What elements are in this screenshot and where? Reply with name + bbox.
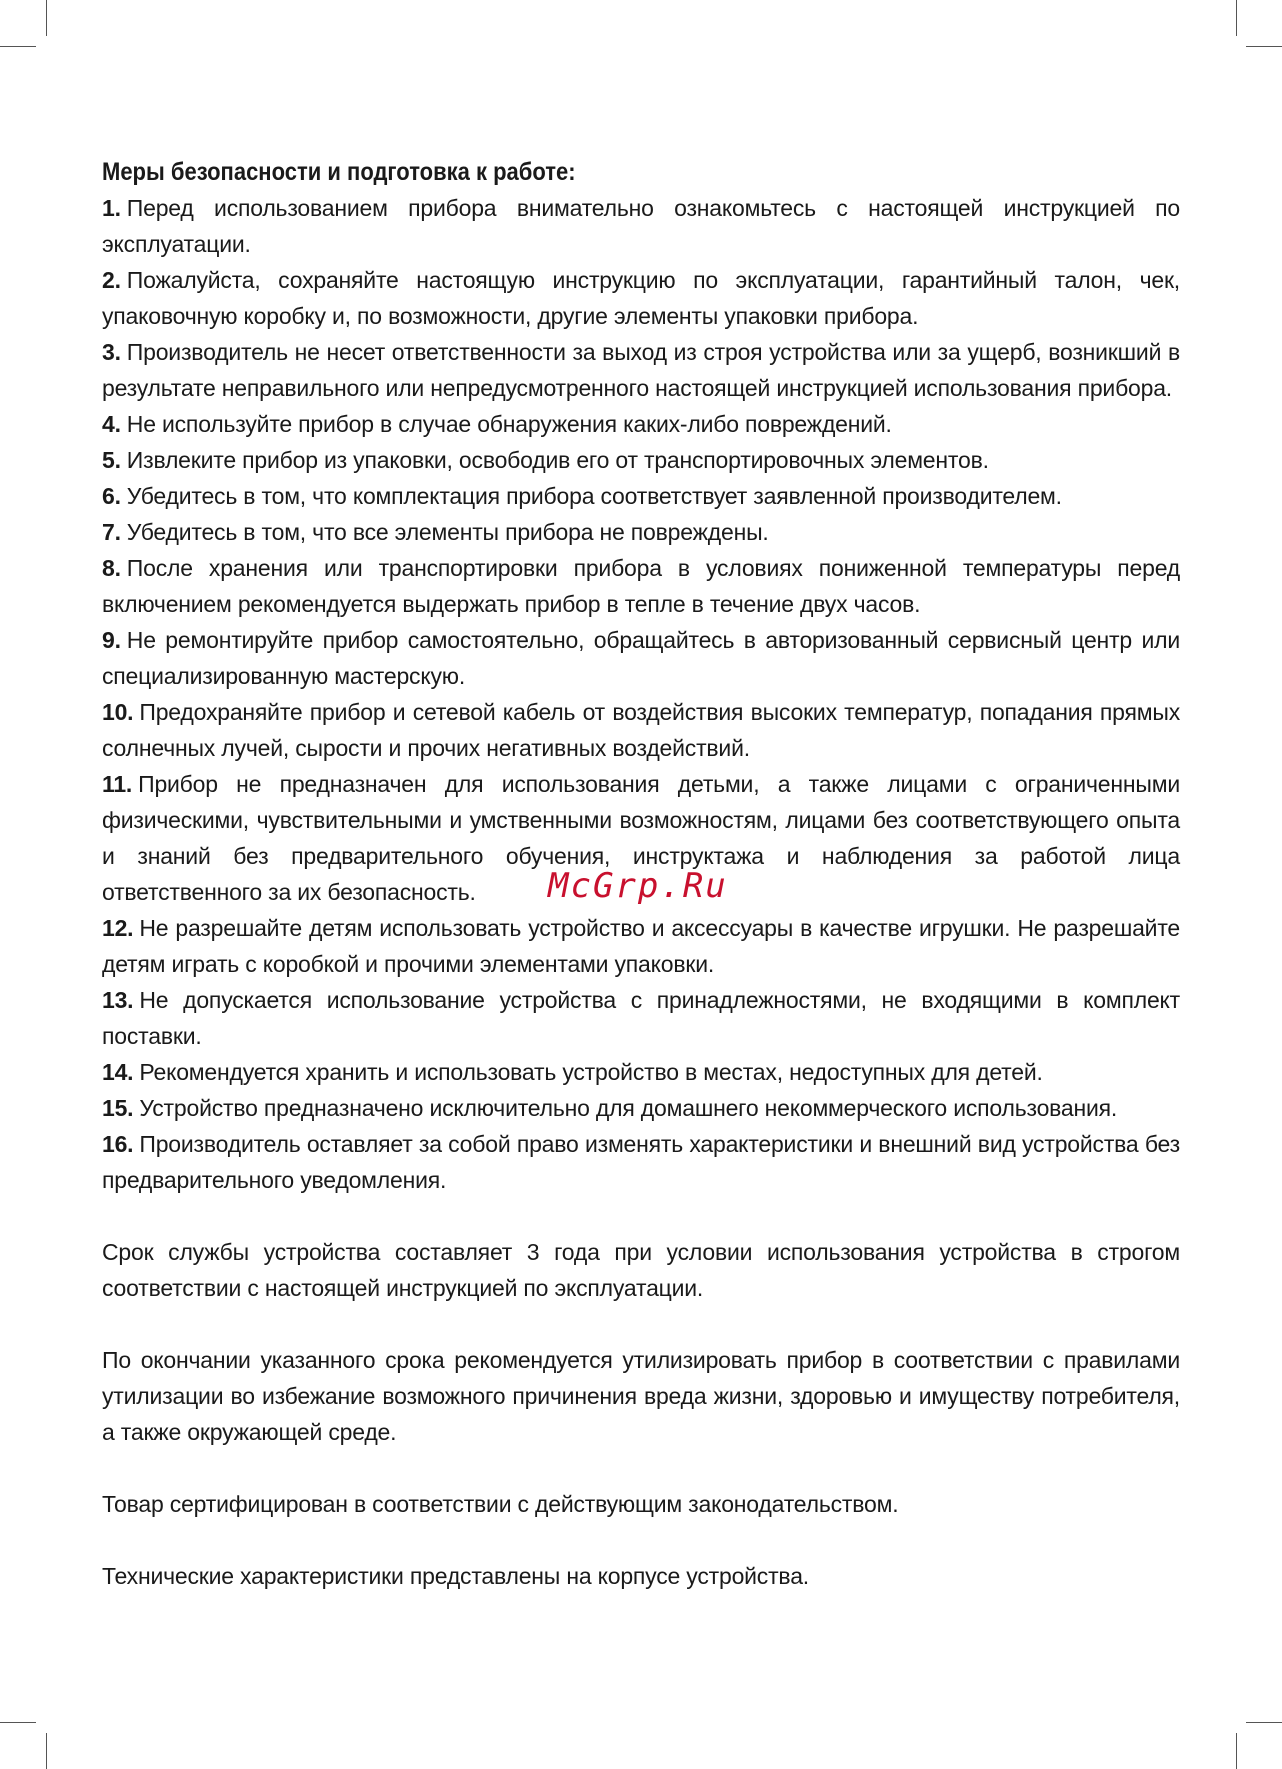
- item-number: 8.: [102, 555, 121, 581]
- list-item: [102, 982, 1180, 1054]
- list-item: [102, 478, 1180, 514]
- crop-mark-top-right-h: [1246, 46, 1282, 47]
- item-number: 5.: [102, 447, 121, 473]
- list-item: [102, 1126, 1180, 1198]
- item-text: Убедитесь в том, что комплектация прибора соответствует заявленной производителем.: [126, 483, 1062, 509]
- item-text: Рекомендуется хранить и использовать устройство в местах, недоступных для детей.: [139, 1059, 1043, 1085]
- item-number: 1.: [102, 195, 121, 221]
- list-item: [102, 910, 1180, 982]
- item-text: Пожалуйста, сохраняйте настоящую инструкцию по эксплуатации, гарантийный талон, чек, упаковочную коробку и, по возможности, другие элементы упаковки прибора.: [102, 267, 1180, 329]
- item-number: 14.: [102, 1059, 134, 1085]
- item-text: После хранения или транспортировки прибора в условиях пониженной температуры перед включением рекомендуется выдержать прибор в тепле в течение двух часов.: [102, 555, 1180, 617]
- item-number: 6.: [102, 483, 121, 509]
- disposal-paragraph: По окончании указанного срока рекомендуется утилизировать прибор в соответствии с правилами утилизации во избежание возможного причинения вреда жизни, здоровью и имуществу потребителя, а также окружающей среде.: [102, 1347, 1180, 1445]
- item-text: Не ремонтируйте прибор самостоятельно, обращайтесь в авторизованный сервисный центр или специализированную мастерскую.: [102, 627, 1180, 689]
- item-number: 10.: [102, 699, 134, 725]
- watermark: McGrp.Ru: [548, 866, 728, 906]
- section-heading: Меры безопасности и подготовка к работе:: [102, 158, 576, 186]
- list-item: [102, 1054, 1180, 1090]
- safety-list: [102, 190, 1180, 1198]
- item-text: Не допускается использование устройства с принадлежностями, не входящими в комплект поставки.: [102, 987, 1180, 1049]
- service-life-paragraph: Срок службы устройства составляет 3 года при условии использования устройства в строгом соответствии с настоящей инструкцией по эксплуатации.: [102, 1239, 1180, 1301]
- item-number: 2.: [102, 267, 121, 293]
- list-item: [102, 514, 1180, 550]
- list-item: [102, 334, 1180, 406]
- item-number: 13.: [102, 987, 134, 1013]
- item-text: Не используйте прибор в случае обнаружения каких-либо повреждений.: [126, 411, 892, 437]
- item-number: 4.: [102, 411, 121, 437]
- item-number: 11.: [102, 771, 133, 797]
- item-number: 3.: [102, 339, 121, 365]
- item-text: Производитель не несет ответственности за выход из строя устройства или за ущерб, возникший в результате неправильного или непредусмотренного настоящей инструкцией использования прибора.: [102, 339, 1180, 401]
- item-number: 7.: [102, 519, 121, 545]
- item-number: 12.: [102, 915, 134, 941]
- crop-mark-top-left-h: [0, 46, 36, 47]
- specs-paragraph: Технические характеристики представлены на корпусе устройства.: [102, 1563, 809, 1589]
- item-text: Извлеките прибор из упаковки, освободив его от транспортировочных элементов.: [126, 447, 989, 473]
- list-item: [102, 550, 1180, 622]
- list-item: [102, 262, 1180, 334]
- list-item: [102, 190, 1180, 262]
- item-text: Убедитесь в том, что все элементы прибора не повреждены.: [126, 519, 769, 545]
- crop-mark-bottom-right: [1236, 1733, 1237, 1769]
- item-text: Перед использованием прибора внимательно ознакомьтесь с настоящей инструкцией по эксплуатации.: [102, 195, 1180, 257]
- item-number: 9.: [102, 627, 121, 653]
- item-text: Не разрешайте детям использовать устройство и аксессуары в качестве игрушки. Не разрешайте детям играть с коробкой и прочими элементами упаковки.: [102, 915, 1180, 977]
- list-item: [102, 442, 1180, 478]
- list-item: [102, 622, 1180, 694]
- item-text: Производитель оставляет за собой право изменять характеристики и внешний вид устройства без предварительного уведомления.: [102, 1131, 1180, 1193]
- item-text: Прибор не предназначен для использования детьми, а также лицами с ограниченными физическими, чувствительными и умственными возможностям, лицами без соответствующего опыта и знаний без предварительного обучения, инструктажа и наблюдения за работой лица ответственного за их безопасность.: [102, 771, 1180, 905]
- item-text: Предохраняйте прибор и сетевой кабель от воздействия высоких температур, попадания прямых солнечных лучей, сырости и прочих негативных воздействий.: [102, 699, 1180, 761]
- list-item: [102, 406, 1180, 442]
- crop-mark-bottom-left-h: [0, 1722, 36, 1723]
- crop-mark-bottom-left: [46, 1733, 47, 1769]
- item-number: 16.: [102, 1131, 134, 1157]
- crop-mark-top-left: [46, 0, 47, 36]
- item-number: 15.: [102, 1095, 134, 1121]
- crop-mark-bottom-right-h: [1246, 1722, 1282, 1723]
- list-item: [102, 1090, 1180, 1126]
- certification-paragraph: Товар сертифицирован в соответствии с действующим законодательством.: [102, 1491, 899, 1517]
- item-text: Устройство предназначено исключительно для домашнего некоммерческого использования.: [139, 1095, 1118, 1121]
- list-item: [102, 694, 1180, 766]
- crop-mark-top-right: [1236, 0, 1237, 36]
